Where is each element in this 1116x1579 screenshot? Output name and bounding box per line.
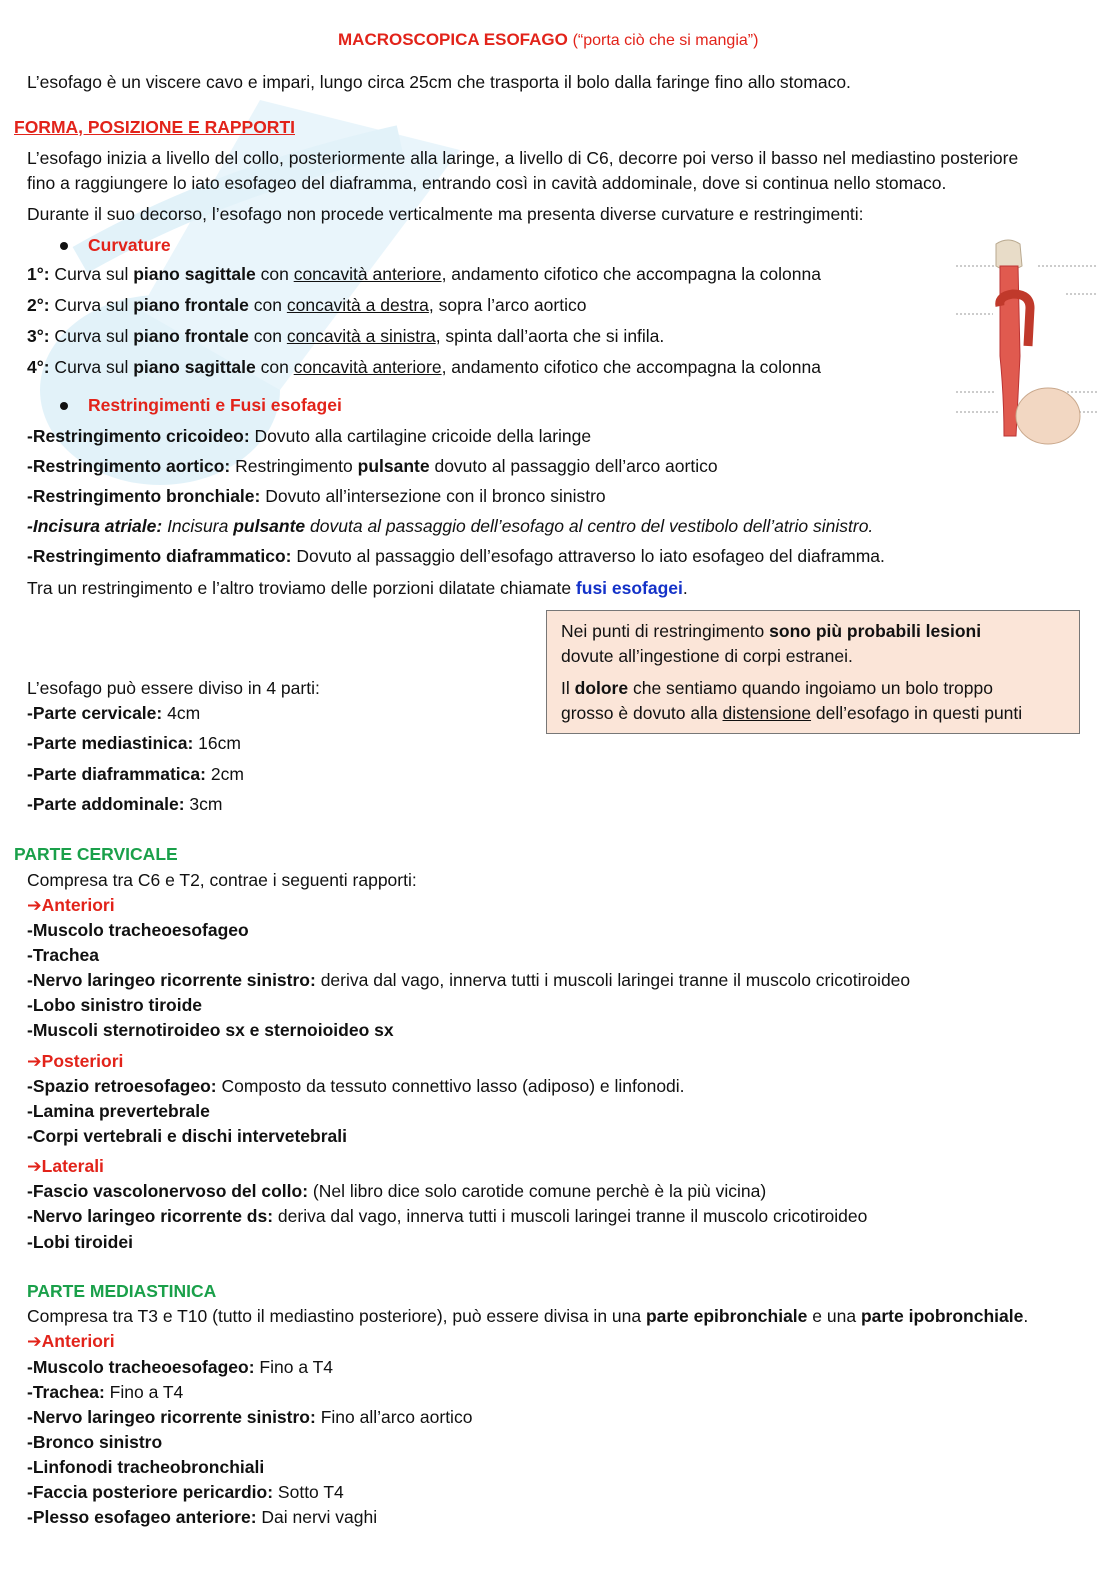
curvature-item (27, 357, 821, 378)
cervicale-intro: Compresa tra C6 e T2, contrae i seguenti rapporti: (27, 870, 417, 890)
part-value: 2cm (205, 764, 244, 784)
intro-paragraph: L’esofago è un viscere cavo e impari, lungo circa 25cm che trasporta il bolo dalla faringe fino allo stomaco. (27, 72, 851, 92)
paragraph-line: Durante il suo decorso, l’esofago non procede verticalmente ma presenta diverse curvature e restringimenti: (27, 204, 864, 224)
part-item (27, 764, 244, 785)
item-label: -Faccia posteriore pericardio: (27, 1482, 274, 1502)
part-item (27, 703, 200, 724)
restringimenti-heading: Restringimenti e Fusi esofagei (88, 395, 342, 415)
part-label: -Parte diaframmatica: (27, 764, 206, 784)
item-text: Dai nervi vaghi (256, 1507, 378, 1527)
info-box-para (561, 619, 1065, 668)
part-item (27, 794, 222, 815)
restringimento-item (27, 456, 718, 477)
item-label: -Bronco sinistro (27, 1432, 163, 1452)
item-label: -Nervo laringeo ricorrente sinistro: (27, 1407, 316, 1427)
item-text: Fino a T4 (254, 1357, 334, 1377)
item-text: (Nel libro dice solo carotide comune perchè è la più vicina) (308, 1181, 767, 1201)
curvature-text: , spinta dall’aorta che si infila. (435, 326, 665, 346)
item-text: dovuto al passaggio dell’arco aortico (429, 456, 718, 476)
item-label: -Trachea: (27, 1382, 105, 1402)
rapporto-item (27, 1181, 766, 1202)
bullet-icon (60, 242, 68, 250)
item-text: Sotto T4 (273, 1482, 344, 1502)
mediastinica-anteriori (27, 1331, 115, 1352)
subheading: Anteriori (41, 895, 115, 915)
curvature-plane: piano frontale (133, 326, 249, 346)
item-label: -Corpi vertebrali e dischi intervetebrali (27, 1126, 347, 1146)
box-text: Nei punti di restringimento (561, 621, 770, 641)
section-heading-forma: FORMA, POSIZIONE E RAPPORTI (14, 117, 295, 137)
paragraph-line: L’esofago inizia a livello del collo, posteriormente alla laringe, a livello di C6, decorre poi verso il basso nel mediastino posteriore (27, 148, 1019, 168)
box-text: dell’esofago in questi punti (811, 702, 1023, 723)
curvature-text: Curva sul (49, 295, 134, 315)
fusi-text: Tra un restringimento e l’altro troviamo delle porzioni dilatate chiamate (27, 578, 576, 598)
item-text: dovuta al passaggio dell’esofago al centro del vestibolo dell’atrio sinistro. (305, 516, 874, 536)
curvature-heading: Curvature (88, 235, 171, 255)
item-label: -Nervo laringeo ricorrente ds: (27, 1206, 274, 1226)
intro-bold: parte epibronchiale (645, 1306, 808, 1326)
bullet-icon (60, 402, 68, 410)
rapporto-item (27, 1126, 347, 1147)
rapporto-item (27, 1357, 333, 1378)
rapporto-item (27, 1457, 264, 1478)
item-text: Dovuto al passaggio dell’esofago attraverso lo iato esofageo del diaframma. (291, 546, 885, 566)
rapporto-item (27, 970, 910, 991)
curvature-text: con (255, 264, 294, 284)
item-label: -Muscolo tracheoesofageo: (27, 1357, 255, 1377)
intro-text: e una (807, 1306, 861, 1326)
subheading: Laterali (41, 1156, 104, 1176)
item-label: -Muscoli sternotiroideo sx e sternoioideo sx (27, 1020, 394, 1040)
item-text: Dovuto alla cartilagine cricoide della laringe (249, 426, 592, 446)
subheading: Posteriori (41, 1051, 124, 1071)
item-label: -Restringimento aortico: (27, 456, 231, 476)
curvature-item (27, 264, 821, 285)
curvature-text: con (248, 326, 287, 346)
curvature-text: con (255, 357, 294, 377)
item-label: -Fascio vascolonervoso del collo: (27, 1181, 309, 1201)
section-heading-mediastinica: PARTE MEDIASTINICA (27, 1281, 217, 1301)
info-box (546, 610, 1080, 734)
item-label: -Spazio retroesofageo: (27, 1076, 217, 1096)
item-text: deriva dal vago, innerva tutti i muscoli laringei tranne il muscolo cricotiroideo (273, 1206, 868, 1226)
item-text: Composto da tessuto connettivo lasso (adiposo) e linfonodi. (216, 1076, 685, 1096)
rapporto-item (27, 1076, 685, 1097)
fusi-term: fusi esofagei (575, 578, 683, 598)
box-text: dovute all’ingestione di corpi estranei. (561, 645, 853, 666)
rapporto-item (27, 1101, 210, 1122)
item-bold: pulsante (233, 516, 306, 536)
item-text: Restringimento (230, 456, 358, 476)
arrow-right-icon: ➔ (27, 1331, 42, 1351)
info-box-para (561, 676, 1065, 725)
item-label: -Restringimento cricoideo: (27, 426, 250, 446)
curvature-plane: piano frontale (133, 295, 249, 315)
curvature-text: , andamento cifotico che accompagna la colonna (441, 357, 821, 377)
item-label: -Restringimento diaframmatico: (27, 546, 292, 566)
curvature-text: , sopra l’arco aortico (428, 295, 587, 315)
rapporto-item (27, 1020, 394, 1041)
cervicale-anteriori (27, 895, 115, 916)
diagram-stomach (1016, 388, 1080, 444)
cervicale-posteriori (27, 1051, 123, 1072)
box-text: che sentiamo quando ingoiamo un bolo troppo (628, 678, 993, 698)
intro-text: . (1023, 1306, 1029, 1326)
part-label: -Parte cervicale: (27, 703, 163, 723)
box-text: grosso è dovuto alla (561, 702, 723, 723)
rapporto-item (27, 1507, 377, 1528)
rapporto-item (27, 1407, 472, 1428)
arrow-right-icon: ➔ (27, 1051, 42, 1071)
section-heading-cervicale: PARTE CERVICALE (14, 844, 178, 864)
item-label: -Muscolo tracheoesofageo (27, 920, 249, 940)
curvature-plane: piano sagittale (133, 264, 256, 284)
part-value: 4cm (162, 703, 201, 723)
curvature-text: , andamento cifotico che accompagna la colonna (441, 264, 821, 284)
esophagus-diagram (938, 236, 1103, 450)
curvature-text: Curva sul (49, 264, 134, 284)
part-label: -Parte addominale: (27, 794, 185, 814)
bullet-restringimenti (60, 395, 342, 416)
box-text: Il (561, 678, 575, 698)
page-title (338, 30, 758, 50)
curvature-item (27, 295, 586, 316)
parts-intro: L’esofago può essere diviso in 4 parti: (27, 678, 320, 698)
item-label: -Linfonodi tracheobronchiali (27, 1457, 265, 1477)
arrow-right-icon: ➔ (27, 1156, 42, 1176)
curvature-concavity: concavità anteriore (293, 264, 442, 284)
rapporto-item (27, 1382, 183, 1403)
curvature-num: 4°: (27, 357, 50, 377)
item-label: -Lobi tiroidei (27, 1232, 133, 1252)
rapporto-item (27, 995, 202, 1016)
arrow-right-icon: ➔ (27, 895, 42, 915)
item-label: -Nervo laringeo ricorrente sinistro: (27, 970, 316, 990)
bullet-curvature (60, 235, 171, 256)
curvature-concavity: concavità a sinistra (286, 326, 436, 346)
rapporto-item (27, 1432, 162, 1453)
curvature-plane: piano sagittale (133, 357, 256, 377)
cervicale-laterali (27, 1156, 104, 1177)
rapporto-item (27, 1482, 344, 1503)
rapporto-item (27, 920, 249, 941)
rapporto-item (27, 1232, 133, 1253)
curvature-concavity: concavità anteriore (293, 357, 442, 377)
item-text: Fino a T4 (104, 1382, 184, 1402)
fusi-text: . (682, 578, 688, 598)
curvature-concavity: concavità a destra (286, 295, 429, 315)
item-label: -Plesso esofageo anteriore: (27, 1507, 257, 1527)
item-text: Incisura (162, 516, 234, 536)
item-text: Fino all’arco aortico (315, 1407, 473, 1427)
part-value: 3cm (184, 794, 223, 814)
curvature-num: 1°: (27, 264, 50, 284)
title-sub: (“porta ciò che si mangia”) (572, 32, 759, 49)
box-bold: dolore (574, 678, 629, 698)
intro-text: Compresa tra T3 e T10 (tutto il mediastino posteriore), può essere divisa in una (27, 1306, 646, 1326)
restringimento-item (27, 546, 885, 567)
part-label: -Parte mediastinica: (27, 733, 194, 753)
item-label: -Restringimento bronchiale: (27, 486, 261, 506)
curvature-num: 3°: (27, 326, 50, 346)
item-label: -Lobo sinistro tiroide (27, 995, 202, 1015)
item-text: Dovuto all’intersezione con il bronco sinistro (260, 486, 606, 506)
restringimento-item (27, 486, 606, 507)
item-bold: pulsante (357, 456, 430, 476)
title-main: MACROSCOPICA ESOFAGO (338, 30, 568, 49)
curvature-num: 2°: (27, 295, 50, 315)
item-label: -Lamina prevertebrale (27, 1101, 210, 1121)
item-label: -Incisura atriale: (27, 516, 163, 536)
rapporto-item (27, 1206, 867, 1227)
subheading: Anteriori (41, 1331, 115, 1351)
curvature-text: Curva sul (49, 357, 134, 377)
item-label: -Trachea (27, 945, 99, 965)
part-item (27, 733, 241, 754)
restringimento-item (27, 426, 591, 447)
intro-bold: parte ipobronchiale (860, 1306, 1024, 1326)
box-bold: sono più probabili lesioni (769, 621, 982, 641)
rapporto-item (27, 945, 99, 966)
box-underline: distensione (722, 702, 812, 723)
part-value: 16cm (193, 733, 241, 753)
item-text: deriva dal vago, innerva tutti i muscoli laringei tranne il muscolo cricotiroideo (315, 970, 911, 990)
curvature-item (27, 326, 664, 347)
fusi-paragraph (27, 578, 688, 599)
paragraph-line: fino a raggiungere lo iato esofageo del diaframma, entrando così in cavità addominale, dove si continua nello stomaco. (27, 173, 947, 193)
curvature-text: Curva sul (49, 326, 134, 346)
restringimento-item (27, 516, 873, 537)
mediastinica-intro (27, 1306, 1028, 1327)
curvature-text: con (248, 295, 287, 315)
